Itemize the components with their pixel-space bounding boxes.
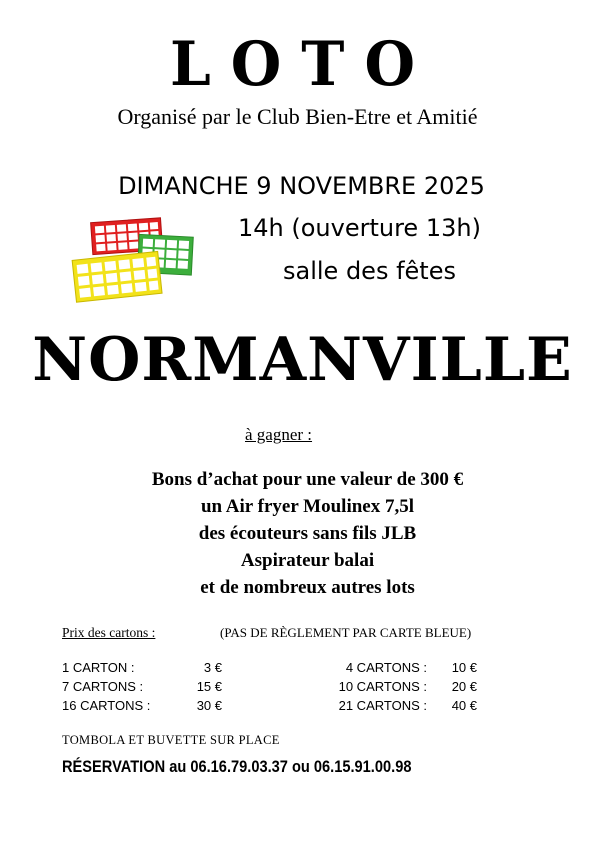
event-date: DIMANCHE 9 NOVEMBRE 2025 <box>118 172 485 200</box>
prize-item: Aspirateur balai <box>240 550 375 571</box>
price-amount: 30 € <box>196 698 222 713</box>
tombola-line: TOMBOLA ET BUVETTE SUR PLACE <box>62 733 280 747</box>
organizer-line: Organisé par le Club Bien-Etre et Amitié <box>117 104 478 129</box>
price-qty: 10 CARTONS : <box>338 679 427 694</box>
price-amount: 20 € <box>451 679 477 694</box>
prize-item: Bons d’achat pour une valeur de 300 € <box>151 469 464 490</box>
price-qty: 7 CARTONS : <box>62 679 144 694</box>
prizes-list <box>0 466 595 601</box>
price-amount: 40 € <box>451 698 477 713</box>
price-amount: 3 € <box>203 660 222 675</box>
prize-item: un Air fryer Moulinex 7,5l <box>200 496 415 517</box>
event-venue: salle des fêtes <box>283 257 456 285</box>
prize-item: et de nombreux autres lots <box>200 577 415 598</box>
loto-cards-icon <box>70 216 200 306</box>
price-amount: 10 € <box>451 660 477 675</box>
reservation-line: RÉSERVATION au 06.16.79.03.37 ou 06.15.91.00.98 <box>62 757 412 776</box>
prizes-heading: à gagner : <box>245 425 313 444</box>
prize-item: des écouteurs sans fils JLB <box>198 523 417 544</box>
price-qty: 21 CARTONS : <box>338 698 427 713</box>
price-qty: 1 CARTON : <box>62 660 135 675</box>
poster-title: LOTO <box>170 28 435 100</box>
price-qty: 16 CARTONS : <box>62 698 151 713</box>
price-qty: 4 CARTONS : <box>345 660 427 675</box>
town-name: NORMANVILLE <box>32 325 573 395</box>
pricing-note: (PAS DE RÈGLEMENT PAR CARTE BLEUE) <box>220 625 472 640</box>
event-time: 14h (ouverture 13h) <box>238 214 481 242</box>
price-amount: 15 € <box>196 679 222 694</box>
pricing-label: Prix des cartons : <box>62 625 156 640</box>
